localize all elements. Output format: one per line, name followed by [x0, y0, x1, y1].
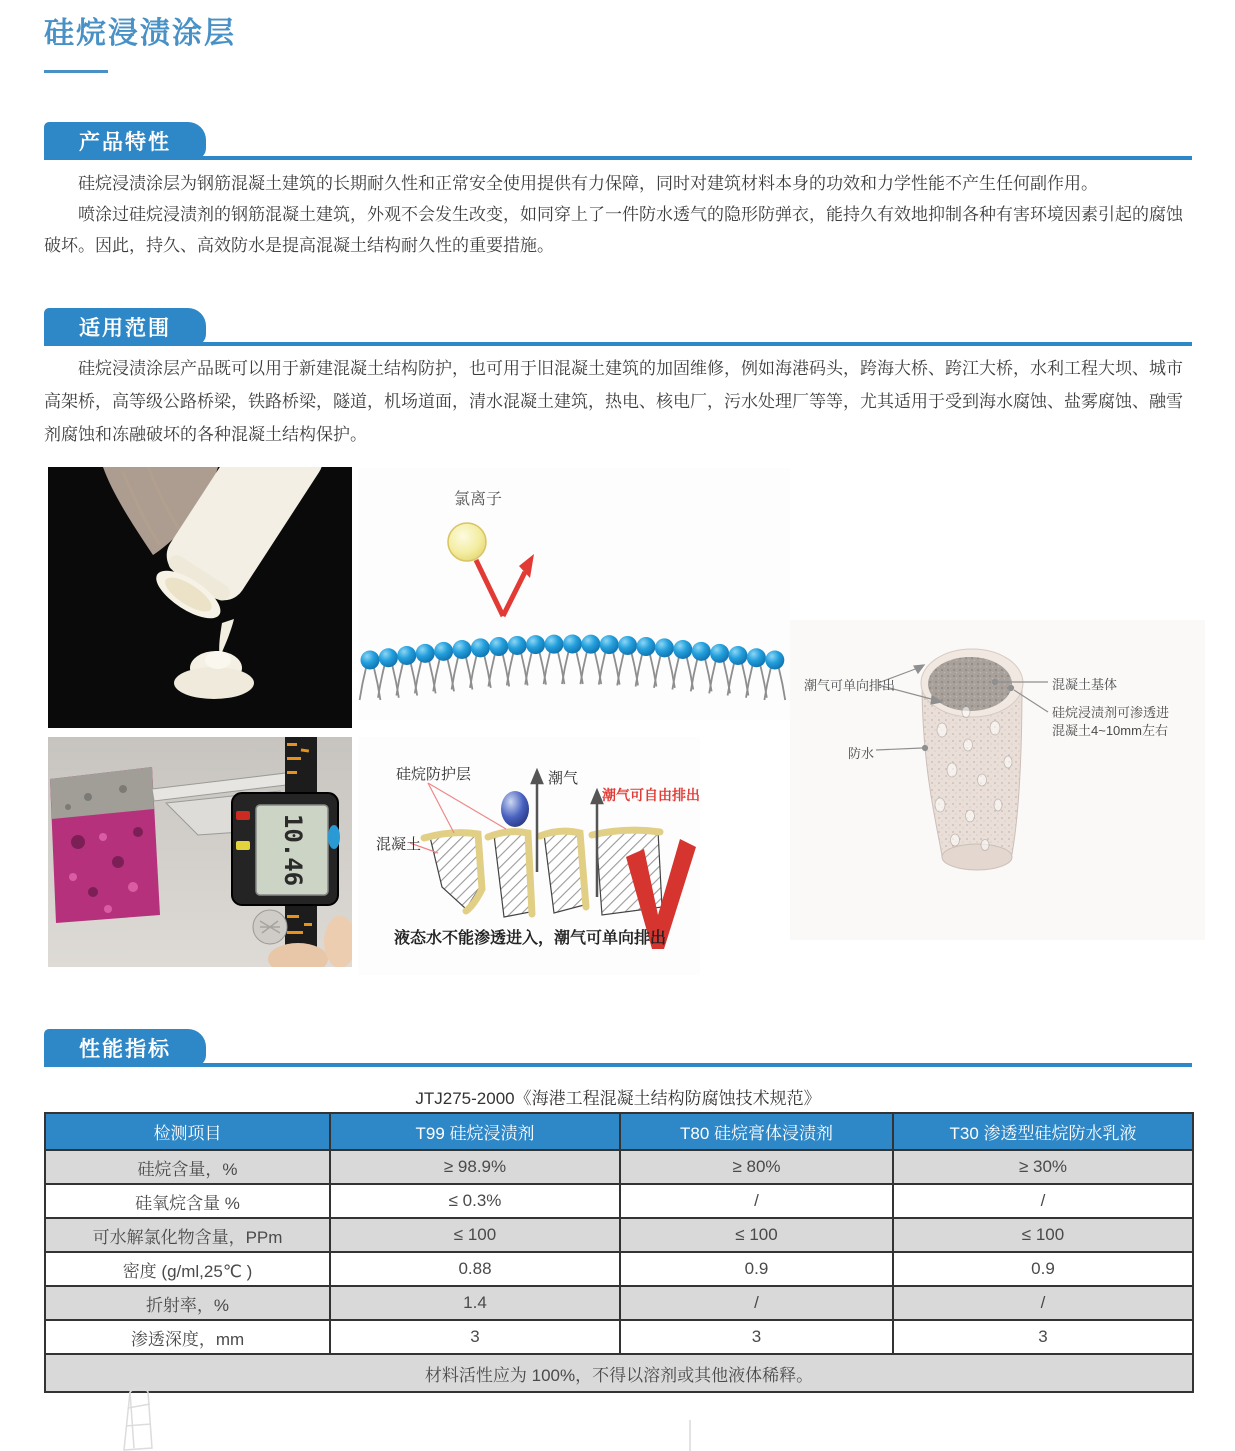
- table-row: [45, 1252, 1193, 1286]
- cell-label: 硅烷含量，%: [45, 1150, 330, 1184]
- cell-value: ≥ 30%: [893, 1150, 1193, 1184]
- cylinder-diagram-drawing: [790, 620, 1205, 940]
- table-row: [45, 1218, 1193, 1252]
- cell-value: 0.9: [893, 1252, 1193, 1286]
- membrane-free-out-label: 潮气可自由排出: [602, 787, 700, 803]
- cell-value: /: [620, 1286, 893, 1320]
- cell-value: ≤ 100: [330, 1218, 620, 1252]
- bottle-photo-drawing: [48, 467, 352, 728]
- diagram-chloride-repelled: [358, 468, 790, 720]
- cell-value: ≥ 80%: [620, 1150, 893, 1184]
- table-row: [45, 1150, 1193, 1184]
- photo-silane-cream-pouring: [48, 467, 352, 728]
- cylinder-matrix-label: 混凝土基体: [1052, 677, 1118, 692]
- col-header-test-item: 检测项目: [45, 1113, 330, 1150]
- features-paragraph-2: 喷涂过硅烷浸渍剂的钢筋混凝土建筑，外观不会发生改变，如同穿上了一件防水透气的隐形防弹衣，能持久有效地抑制各种有害环境因素引起的腐蚀破坏。因此，持久、高效防水是提高混凝土结构耐久性的重要措施。: [44, 205, 1183, 255]
- features-paragraph-1: 硅烷浸渍涂层为钢筋混凝土建筑的长期耐久性和正常安全使用提供有力保障，同时对建筑材料本身的功效和力学性能不产生任何副作用。: [78, 174, 1098, 193]
- section-tab-performance: [44, 1029, 206, 1067]
- table-row: [45, 1320, 1193, 1354]
- cylinder-moisture-out-label: 潮气可单向排出: [804, 678, 896, 693]
- diagram-coated-cylinder: [790, 620, 1205, 940]
- section-line-performance: [44, 1063, 1192, 1067]
- cylinder-waterproof-label: 防水: [848, 746, 875, 761]
- cell-value: 3: [330, 1320, 620, 1354]
- table-row: [45, 1184, 1193, 1218]
- col-header-t80: T80 硅烷膏体浸渍剂: [620, 1113, 893, 1150]
- caliper-photo-drawing: [48, 737, 352, 967]
- table-footnote: 材料活性应为 100%，不得以溶剂或其他液体稀释。: [45, 1354, 1193, 1392]
- watermark-building-sketch: [108, 1382, 178, 1451]
- membrane-layer-label: 硅烷防护层: [396, 766, 472, 783]
- membrane-caption: 液态水不能渗透进入，潮气可单向排出: [394, 930, 667, 947]
- cell-value: ≤ 0.3%: [330, 1184, 620, 1218]
- section-line-scope: [44, 342, 1192, 346]
- cell-value: /: [893, 1184, 1193, 1218]
- table-row: [45, 1286, 1193, 1320]
- cell-value: 0.88: [330, 1252, 620, 1286]
- watermark-line: [689, 1420, 691, 1451]
- cell-value: 1.4: [330, 1286, 620, 1320]
- table-footnote-row: [45, 1354, 1193, 1392]
- cell-value: 3: [620, 1320, 893, 1354]
- cylinder-penetration-label-1: 硅烷浸渍剂可渗透进: [1052, 705, 1170, 720]
- table-header-row: [45, 1113, 1193, 1150]
- photo-caliper-penetration-test: [48, 737, 352, 967]
- cell-label: 渗透深度，mm: [45, 1320, 330, 1354]
- water-droplet: [501, 791, 529, 827]
- cylinder-penetration-label-2: 混凝土4~10mm左右: [1052, 723, 1168, 738]
- section-line-features: [44, 156, 1192, 160]
- membrane-concrete-label: 混凝土: [376, 836, 422, 853]
- molecule-layer: [360, 635, 786, 701]
- cell-value: ≥ 98.9%: [330, 1150, 620, 1184]
- scope-paragraph: 硅烷浸渍涂层产品既可以用于新建混凝土结构防护，也可用于旧混凝土建筑的加固维修，例如海港码头，跨海大桥、跨江大桥，水利工程大坝、城市高架桥，高等级公路桥梁，铁路桥梁，隧道，机场道面，清水混凝土建筑，热电、核电厂，污水处理厂等等，尤其适用于受到海水腐蚀、盐雾腐蚀、融雪剂腐蚀和冻融破坏的各种混凝土结构保护。: [44, 359, 1183, 444]
- cell-label: 密度 (g/ml,25℃ ): [45, 1252, 330, 1286]
- cell-value: ≤ 100: [893, 1218, 1193, 1252]
- cell-label: 折射率，%: [45, 1286, 330, 1320]
- section-tab-scope: [44, 308, 206, 346]
- standard-caption: JTJ275-2000《海港工程混凝土结构防腐蚀技术规范》: [415, 1089, 821, 1108]
- col-header-t99: T99 硅烷浸渍剂: [330, 1113, 620, 1150]
- caliper-lcd-value: 10.46: [279, 813, 307, 887]
- cell-label: 硅氧烷含量 %: [45, 1184, 330, 1218]
- section-tab-scope-label: 适用范围: [79, 317, 171, 340]
- section-tab-performance-label: 性能指标: [79, 1038, 171, 1061]
- cell-value: 0.9: [620, 1252, 893, 1286]
- features-paragraphs: [44, 168, 1192, 261]
- section-tab-features-label: 产品特性: [79, 131, 171, 154]
- diagram-breathable-membrane: [358, 737, 700, 975]
- chloride-ion-label: 氯离子: [454, 491, 503, 508]
- section-tab-features: [44, 122, 206, 160]
- col-header-t30: T30 渗透型硅烷防水乳液: [893, 1113, 1193, 1150]
- scope-paragraphs: [44, 352, 1192, 451]
- cell-value: 3: [893, 1320, 1193, 1354]
- cell-label: 可水解氯化物含量，PPm: [45, 1218, 330, 1252]
- chloride-diagram-drawing: [358, 468, 790, 720]
- cell-value: /: [620, 1184, 893, 1218]
- performance-table: [44, 1112, 1194, 1393]
- cell-value: /: [893, 1286, 1193, 1320]
- cell-value: ≤ 100: [620, 1218, 893, 1252]
- membrane-moisture-label: 潮气: [548, 770, 579, 787]
- title-underline: [44, 70, 108, 73]
- chloride-ion: [448, 523, 486, 561]
- page-title: 硅烷浸渍涂层: [44, 17, 236, 50]
